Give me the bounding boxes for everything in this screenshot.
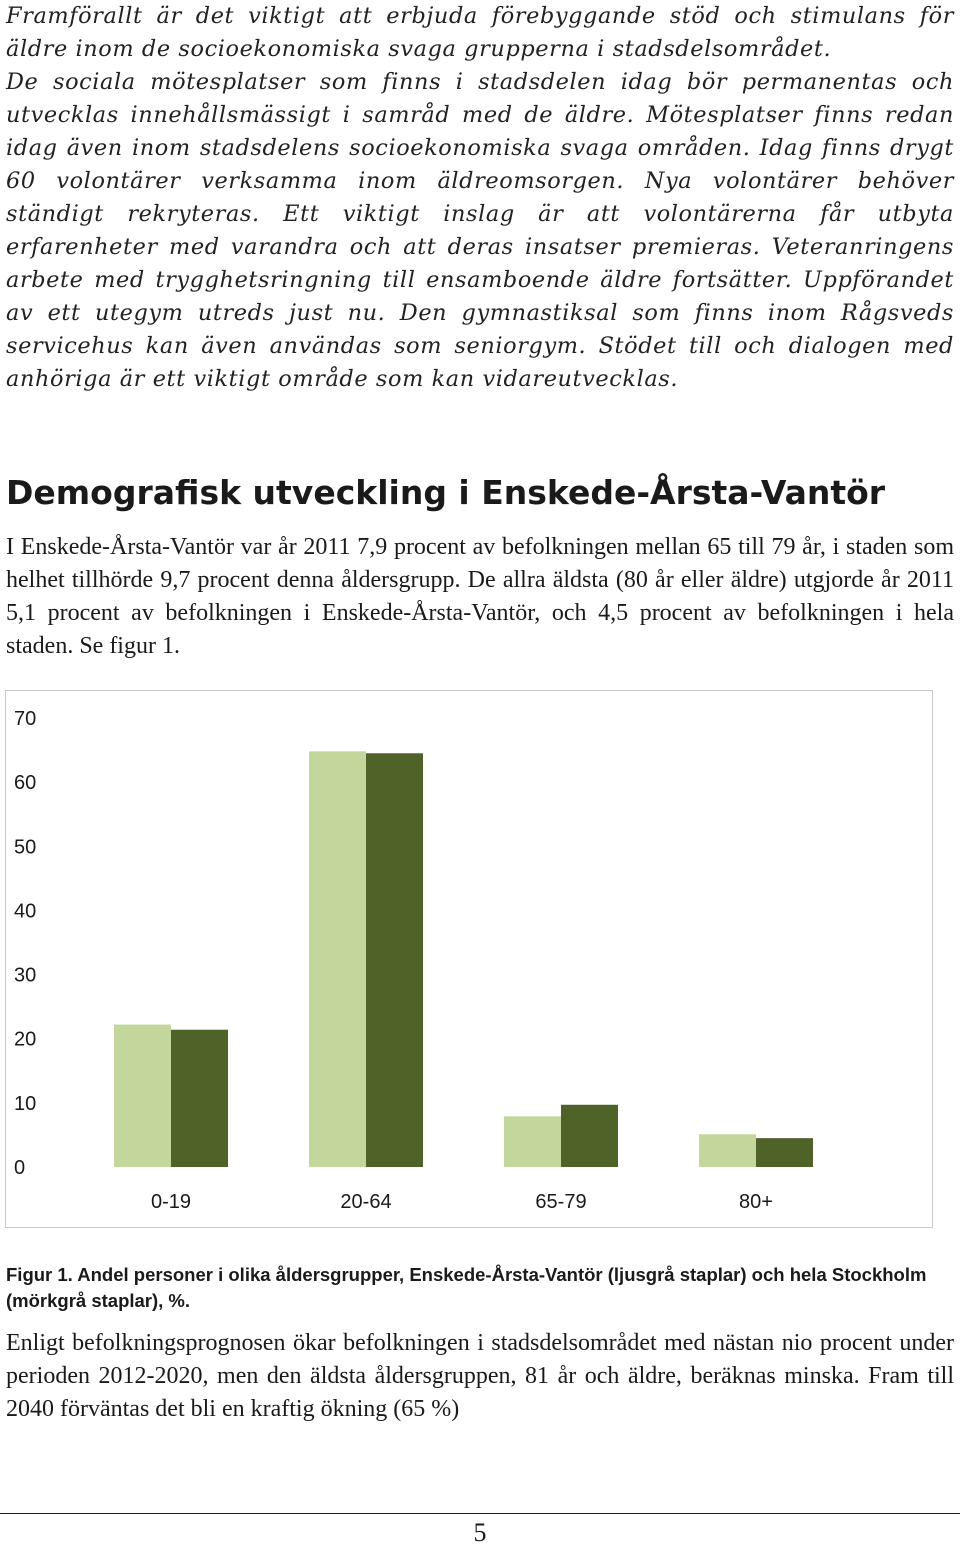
x-tick-label: 20-64 xyxy=(340,1191,392,1213)
intro-paragraph-1: Framförallt är det viktigt att erbjuda förebyggande stöd och stimulans för äldre inom de socioekonomiska svaga grupperna i stadsdelsområdet. xyxy=(6,3,954,62)
bar-80+-series-1 xyxy=(699,1134,756,1167)
x-tick-label: 0-19 xyxy=(150,1191,192,1213)
bar-65-79-series-2 xyxy=(561,1105,618,1167)
y-tick-label: 50 xyxy=(14,836,37,859)
forecast-paragraph: Enligt befolkningsprognosen ökar befolkningen i stadsdelsområdet med nästan nio procent under perioden 2012-2020, men den äldsta åldersgruppen, 81 år och äldre, beräknas minska. Fram till 2040 förväntas det bli en kraftig ökning (65 %) xyxy=(6,1330,954,1422)
bar-0-19-series-1 xyxy=(114,1025,171,1167)
chart-canvas xyxy=(6,691,932,1227)
footer-rule-center xyxy=(75,1513,905,1514)
y-tick-label: 60 xyxy=(14,772,37,795)
y-tick-label: 10 xyxy=(14,1092,37,1115)
age-group-chart xyxy=(5,690,933,1228)
y-tick-label: 40 xyxy=(14,900,37,923)
x-tick-label: 80+ xyxy=(739,1191,773,1213)
demography-paragraph: I Enskede-Årsta-Vantör var år 2011 7,9 procent av befolkningen mellan 65 till 79 år, i staden som helhet tillhörde 9,7 procent denna åldersgrupp. De allra äldsta (80 år eller äldre) utgjorde år 2011 5,1 procent av befolkningen i Enskede-Årsta-Vantör, och 4,5 procent av befolkningen i hela staden. Se figur 1. xyxy=(6,534,954,659)
y-tick-label: 30 xyxy=(14,964,37,987)
bar-80+-series-2 xyxy=(756,1138,813,1167)
bar-20-64-series-2 xyxy=(366,753,423,1167)
x-tick-label: 65-79 xyxy=(535,1191,587,1213)
y-tick-label: 20 xyxy=(14,1028,37,1051)
intro-paragraph-2: De sociala mötesplatser som finns i stadsdelen idag bör permanentas och utvecklas innehållsmässigt i samråd med de äldre. Mötesplatser finns redan idag även inom stadsdelens socioekonomiska svaga områden. Idag finns drygt 60 volontärer verksamma inom äldreomsorgen. Nya volontärer behöver ständigt rekryteras. Ett viktigt inslag är att volontärerna får utbyta erfarenheter med varandra och att deras insatser premieras. Veteranringens arbete med trygghetsringning till ensamboende äldre fortsätter. Uppförandet av ett utegym utreds just nu. Den gymnastiksal som finns inom Rågsveds servicehus kan även användas som seniorgym. Stödet till och dialogen med anhöriga är ett viktigt område som kan vidareutvecklas. xyxy=(6,69,954,392)
y-tick-label: 0 xyxy=(14,1157,26,1179)
figure-caption: Figur 1. Andel personer i olika åldersgrupper, Enskede-Årsta-Vantör (ljusgrå staplar) och hela Stockholm (mörkgrå staplar), %. xyxy=(6,1264,927,1311)
bar-20-64-series-1 xyxy=(309,751,366,1167)
bar-65-79-series-1 xyxy=(504,1116,561,1167)
y-tick-label: 70 xyxy=(14,708,37,730)
section-heading: Demografisk utveckling i Enskede-Årsta-Vantör xyxy=(6,473,886,512)
page-number: 5 xyxy=(473,1518,487,1547)
intro-text xyxy=(6,0,954,396)
bar-0-19-series-2 xyxy=(171,1030,228,1167)
